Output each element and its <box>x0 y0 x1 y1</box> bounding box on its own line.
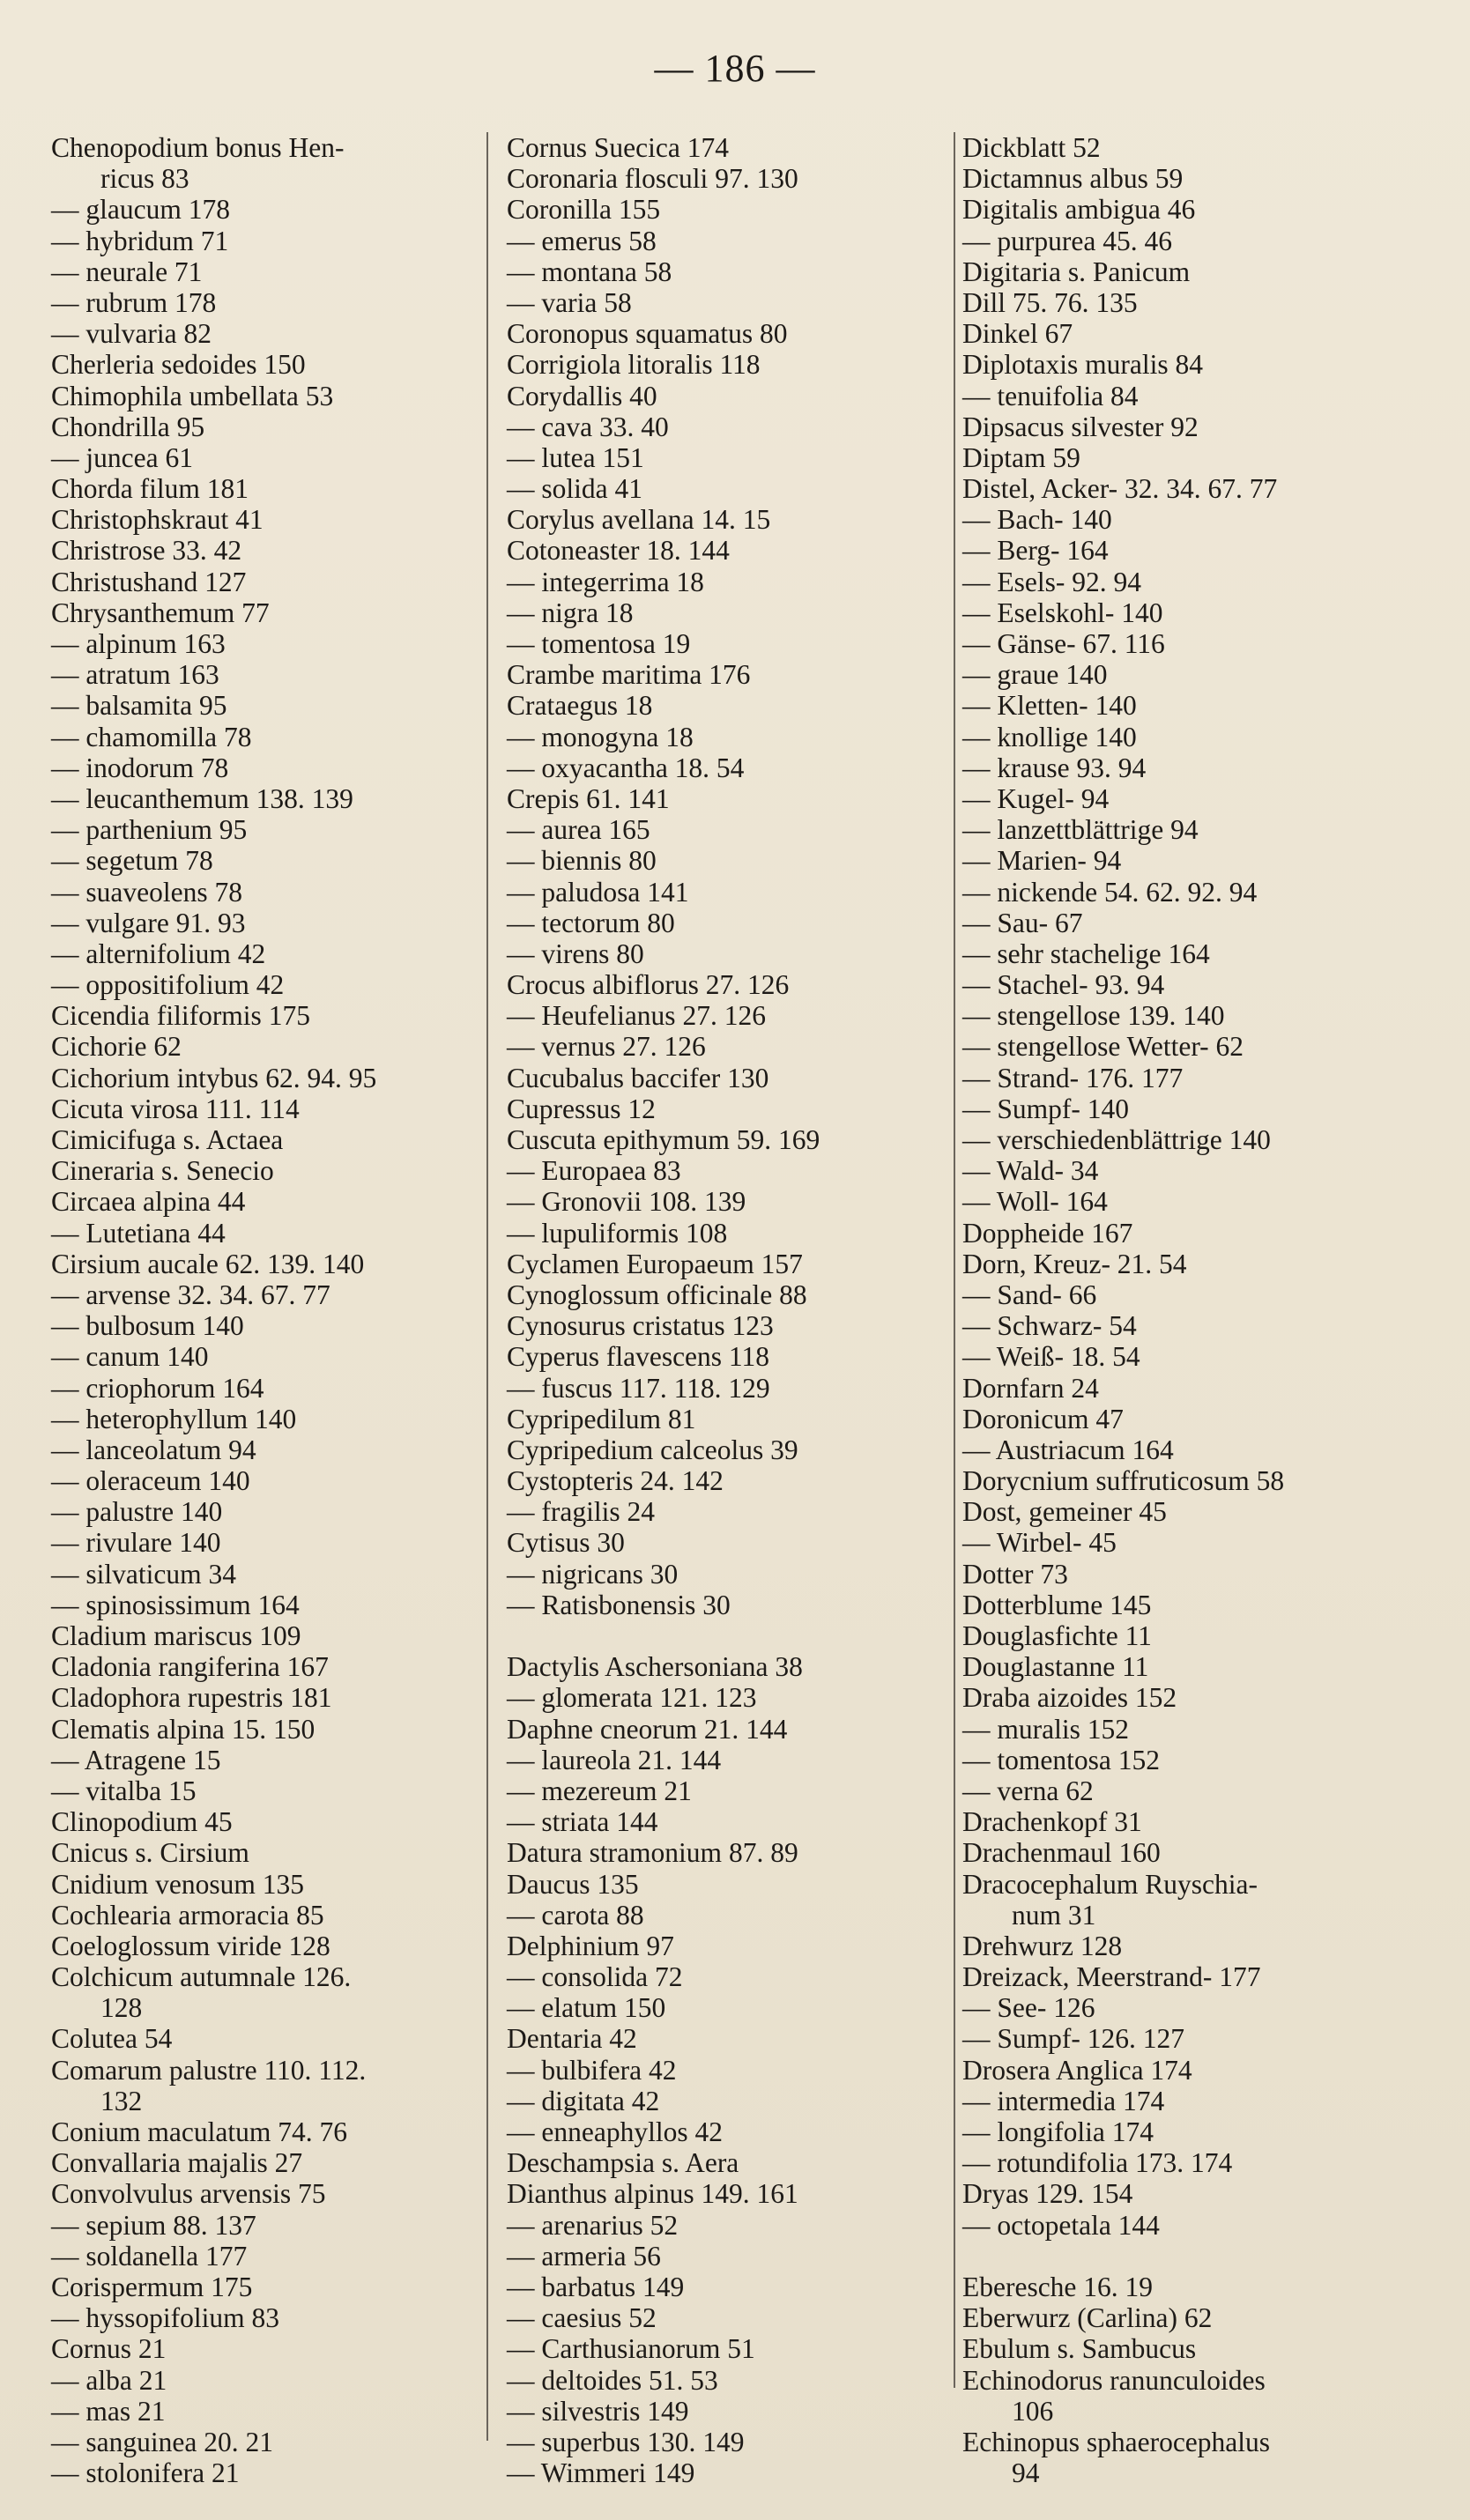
index-entry: — arvense 32. 34. 67. 77 <box>51 1279 330 1310</box>
index-entry: Eberwurz (Carlina) 62 <box>962 2302 1213 2334</box>
index-entry: Dipsacus silvester 92 <box>962 411 1199 442</box>
index-entry: Digitaria s. Panicum <box>962 256 1191 287</box>
index-entry: — stolonifera 21 <box>51 2457 240 2489</box>
index-entry: — stengellose 139. 140 <box>962 1000 1225 1032</box>
index-entry: Daucus 135 <box>507 1868 639 1900</box>
index-entry: — arenarius 52 <box>507 2209 679 2241</box>
index-entry: Coronaria flosculi 97. 130 <box>507 163 798 195</box>
index-entry: — Ratisbonensis 30 <box>507 1589 731 1620</box>
index-entry: Cupressus 12 <box>507 1093 656 1124</box>
index-entry: — lutea 151 <box>507 441 644 473</box>
index-entry: Doppheide 167 <box>962 1217 1133 1249</box>
index-entry: — canum 140 <box>51 1341 209 1373</box>
index-entry: — Gänse- 67. 116 <box>962 628 1165 659</box>
index-entry: Cucubalus baccifer 130 <box>507 1062 769 1093</box>
index-entry: — palustre 140 <box>51 1496 223 1528</box>
index-entry: — lupuliformis 108 <box>507 1217 728 1249</box>
index-entry: — Schwarz- 54 <box>962 1310 1137 1342</box>
index-entry: — paludosa 141 <box>507 876 689 908</box>
index-entry: — vernus 27. 126 <box>507 1031 706 1063</box>
index-entry: Chrysanthemum 77 <box>51 597 270 628</box>
index-entry: — aurea 165 <box>507 814 650 846</box>
index-entry: Christophskraut 41 <box>51 504 264 536</box>
index-entry: Delphinium 97 <box>507 1930 674 1961</box>
index-column-3 <box>962 132 1456 2488</box>
index-entry: — Sumpf- 140 <box>962 1093 1129 1124</box>
index-entry: — hyssopifolium 83 <box>51 2302 280 2334</box>
index-entry: Datura stramonium 87. 89 <box>507 1837 798 1869</box>
index-entry: — Bach- 140 <box>962 504 1112 536</box>
index-entry: Chondrilla 95 <box>51 411 205 442</box>
index-entry: Cypripedium calceolus 39 <box>507 1434 798 1465</box>
index-entry: Echinopus sphaerocephalus <box>962 2426 1271 2457</box>
index-entry: Crataegus 18 <box>507 690 653 722</box>
index-entry: — bulbifera 42 <box>507 2054 677 2086</box>
index-entry: — Sau- 67 <box>962 907 1083 938</box>
index-entry: — superbus 130. 149 <box>507 2426 745 2457</box>
index-entry: — striata 144 <box>507 1806 658 1838</box>
index-entry: — Heufelianus 27. 126 <box>507 1000 766 1032</box>
index-entry: — vulvaria 82 <box>51 318 212 350</box>
index-entry: Clinopodium 45 <box>51 1806 233 1838</box>
index-entry: 132 <box>100 2085 143 2116</box>
index-entry: Corylus avellana 14. 15 <box>507 504 771 536</box>
index-entry: Douglasfichte 11 <box>962 1620 1152 1651</box>
index-entry: — knollige 140 <box>962 721 1137 752</box>
index-entry: — cava 33. 40 <box>507 411 669 442</box>
index-entry: — oppositifolium 42 <box>51 969 285 1001</box>
index-entry: — atratum 163 <box>51 659 219 691</box>
index-entry: — Marien- 94 <box>962 845 1122 877</box>
index-entry: Christrose 33. 42 <box>51 535 242 567</box>
index-entry: — Austriacum 164 <box>962 1434 1174 1465</box>
index-entry: — oxyacantha 18. 54 <box>507 752 745 783</box>
index-entry: Dactylis Aschersoniana 38 <box>507 1651 803 1683</box>
index-entry: — integerrima 18 <box>507 566 704 597</box>
index-entry: Dorycnium suffruticosum 58 <box>962 1465 1285 1497</box>
index-entry: Douglastanne 11 <box>962 1651 1149 1683</box>
index-entry: Dotter 73 <box>962 1558 1068 1590</box>
index-entry: Coronilla 155 <box>507 194 661 226</box>
index-entry: — octopetala 144 <box>962 2209 1160 2241</box>
index-entry: Daphne cneorum 21. 144 <box>507 1713 788 1745</box>
index-entry: Christushand 127 <box>51 566 247 597</box>
index-entry: — biennis 80 <box>507 845 657 877</box>
index-entry: Circaea alpina 44 <box>51 1186 246 1218</box>
index-entry: Dickblatt 52 <box>962 132 1101 163</box>
index-entry: — alpinum 163 <box>51 628 226 659</box>
index-entry: Coeloglossum viride 128 <box>51 1930 330 1961</box>
index-entry: — Esels- 92. 94 <box>962 566 1141 597</box>
index-entry: Cineraria s. Senecio <box>51 1155 274 1187</box>
index-entry: Drachenmaul 160 <box>962 1837 1161 1869</box>
index-entry: — deltoides 51. 53 <box>507 2364 718 2396</box>
index-entry: — fuscus 117. 118. 129 <box>507 1372 770 1404</box>
index-entry: — silvestris 149 <box>507 2395 689 2427</box>
index-entry: — silvaticum 34 <box>51 1558 236 1590</box>
index-entry: — emerus 58 <box>507 225 657 256</box>
index-entry: Cladophora rupestris 181 <box>51 1682 332 1714</box>
index-entry: Cyclamen Europaeum 157 <box>507 1248 803 1279</box>
index-entry: — carota 88 <box>507 1899 644 1931</box>
index-entry: Cimicifuga s. Actaea <box>51 1124 284 1155</box>
index-entry: — lanceolatum 94 <box>51 1434 256 1465</box>
index-entry: Chorda filum 181 <box>51 473 249 505</box>
index-entry: Conium maculatum 74. 76 <box>51 2116 347 2147</box>
index-entry: Ebulum s. Sambucus <box>962 2333 1197 2365</box>
index-entry: Cichorium intybus 62. 94. 95 <box>51 1062 377 1093</box>
index-entry: — digitata 42 <box>507 2085 660 2116</box>
index-entry: — neurale 71 <box>51 256 203 287</box>
index-entry: — montana 58 <box>507 256 672 287</box>
section-gap <box>962 2241 1456 2272</box>
index-entry: Crambe maritima 176 <box>507 659 751 691</box>
index-entry: — sepium 88. 137 <box>51 2209 256 2241</box>
index-entry: Dictamnus albus 59 <box>962 163 1184 195</box>
index-entry: — nigricans 30 <box>507 1558 679 1590</box>
index-entry: — intermedia 174 <box>962 2085 1165 2116</box>
index-entry: — tomentosa 152 <box>962 1744 1160 1775</box>
index-entry: Corispermum 175 <box>51 2271 253 2302</box>
index-entry: Drosera Anglica 174 <box>962 2054 1192 2086</box>
index-entry: — longifolia 174 <box>962 2116 1154 2147</box>
index-entry: Cotoneaster 18. 144 <box>507 535 730 567</box>
index-entry: Coronopus squamatus 80 <box>507 318 788 350</box>
index-entry: Cornus Suecica 174 <box>507 132 729 163</box>
index-entry: — Carthusianorum 51 <box>507 2333 755 2365</box>
index-entry: Cypripedilum 81 <box>507 1403 696 1434</box>
index-entry: — Lutetiana 44 <box>51 1217 226 1249</box>
index-entry: — virens 80 <box>507 938 644 969</box>
index-entry: — verna 62 <box>962 1775 1094 1806</box>
index-entry: Cytisus 30 <box>507 1527 625 1559</box>
index-entry: — criophorum 164 <box>51 1372 264 1404</box>
index-entry: — bulbosum 140 <box>51 1310 244 1342</box>
index-entry: — verschiedenblättrige 140 <box>962 1124 1271 1155</box>
index-entry: Drehwurz 128 <box>962 1930 1123 1961</box>
index-entry: — Europaea 83 <box>507 1155 681 1187</box>
index-entry: — elatum 150 <box>507 1992 666 2024</box>
index-entry: Clematis alpina 15. 150 <box>51 1713 316 1745</box>
index-entry: — Woll- 164 <box>962 1186 1108 1218</box>
index-column-2 <box>507 132 947 2488</box>
index-entry: — muralis 152 <box>962 1713 1129 1745</box>
index-entry: — parthenium 95 <box>51 814 248 846</box>
index-entry: Diptam 59 <box>962 441 1080 473</box>
index-entry: Cnicus s. Cirsium <box>51 1837 249 1869</box>
index-entry: — lanzettblättrige 94 <box>962 814 1199 846</box>
index-entry: Eberesche 16. 19 <box>962 2271 1154 2302</box>
index-entry: — inodorum 78 <box>51 752 229 783</box>
index-entry: — fragilis 24 <box>507 1496 655 1528</box>
index-entry: Cornus 21 <box>51 2333 167 2365</box>
index-entry: — alternifolium 42 <box>51 938 266 969</box>
index-entry: Cynosurus cristatus 123 <box>507 1310 774 1342</box>
index-entry: — rivulare 140 <box>51 1527 221 1559</box>
index-entry: Cicuta virosa 111. 114 <box>51 1093 300 1124</box>
index-entry: — hybridum 71 <box>51 225 229 256</box>
index-entry: — enneaphyllos 42 <box>507 2116 723 2147</box>
index-entry: — nickende 54. 62. 92. 94 <box>962 876 1258 908</box>
index-entry: Draba aizoides 152 <box>962 1682 1177 1714</box>
index-entry: Cochlearia armoracia 85 <box>51 1899 324 1931</box>
index-entry: Dornfarn 24 <box>962 1372 1099 1404</box>
index-entry: Dill 75. 76. 135 <box>962 286 1138 318</box>
index-entry: Colutea 54 <box>51 2023 173 2055</box>
index-entry: Dorn, Kreuz- 21. 54 <box>962 1248 1187 1279</box>
index-entry: Comarum palustre 110. 112. <box>51 2054 367 2086</box>
index-entry: — laureola 21. 144 <box>507 1744 722 1775</box>
index-entry: — mezereum 21 <box>507 1775 692 1806</box>
index-entry: Diplotaxis muralis 84 <box>962 349 1203 381</box>
index-entry: Cladium mariscus 109 <box>51 1620 301 1651</box>
index-entry: — See- 126 <box>962 1992 1095 2024</box>
index-entry: Cicendia filiformis 175 <box>51 1000 310 1032</box>
index-entry: — armeria 56 <box>507 2240 661 2272</box>
index-entry: Dracocephalum Ruyschia- <box>962 1868 1258 1900</box>
index-entry: Cystopteris 24. 142 <box>507 1465 724 1497</box>
index-entry: Cuscuta epithymum 59. 169 <box>507 1124 820 1155</box>
index-column-1 <box>51 132 474 2488</box>
index-entry: Convolvulus arvensis 75 <box>51 2178 326 2210</box>
index-entry: — Sumpf- 126. 127 <box>962 2023 1184 2055</box>
index-entry: — nigra 18 <box>507 597 634 628</box>
index-entry: Distel, Acker- 32. 34. 67. 77 <box>962 473 1278 505</box>
index-entry: — tectorum 80 <box>507 907 675 938</box>
index-entry: — chamomilla 78 <box>51 721 252 752</box>
index-entry: — graue 140 <box>962 659 1108 691</box>
index-entry: — oleraceum 140 <box>51 1465 250 1497</box>
index-entry: Echinodorus ranunculoides <box>962 2364 1266 2396</box>
index-entry: — Wimmeri 149 <box>507 2457 695 2489</box>
section-gap <box>507 1620 947 1651</box>
index-entry: Dinkel 67 <box>962 318 1073 350</box>
index-entry: — consolida 72 <box>507 1961 683 1993</box>
index-entry: 128 <box>100 1992 143 2024</box>
index-entry: 94 <box>1012 2457 1040 2489</box>
index-entry: — leucanthemum 138. 139 <box>51 782 353 814</box>
index-entry: — sanguinea 20. 21 <box>51 2426 273 2457</box>
index-entry: — juncea 61 <box>51 441 193 473</box>
index-entry: Deschampsia s. Aera <box>507 2147 739 2179</box>
index-entry: Dryas 129. 154 <box>962 2178 1133 2210</box>
index-entry: 106 <box>1012 2395 1054 2427</box>
index-entry: Corrigiola litoralis 118 <box>507 349 761 381</box>
index-entry: — heterophyllum 140 <box>51 1403 297 1434</box>
index-entry: Digitalis ambigua 46 <box>962 194 1196 226</box>
index-entry: — Wald- 34 <box>962 1155 1099 1187</box>
index-entry: — varia 58 <box>507 286 632 318</box>
index-entry: Convallaria majalis 27 <box>51 2147 303 2179</box>
index-entry: Dentaria 42 <box>507 2023 637 2055</box>
index-entry: — balsamita 95 <box>51 690 227 722</box>
column-divider <box>486 132 488 2441</box>
index-entry: — Kletten- 140 <box>962 690 1137 722</box>
index-entry: — glaucum 178 <box>51 194 230 226</box>
index-entry: Drachenkopf 31 <box>962 1806 1142 1838</box>
index-entry: Chenopodium bonus Hen- <box>51 132 345 163</box>
index-entry: Cnidium venosum 135 <box>51 1868 305 1900</box>
index-entry: Cichorie 62 <box>51 1031 182 1063</box>
index-entry: — alba 21 <box>51 2364 167 2396</box>
index-entry: — segetum 78 <box>51 845 213 877</box>
index-entry: — vulgare 91. 93 <box>51 907 246 938</box>
index-entry: — Gronovii 108. 139 <box>507 1186 746 1218</box>
index-entry: — solida 41 <box>507 473 642 505</box>
index-entry: — tenuifolia 84 <box>962 380 1139 411</box>
index-entry: — Weiß- 18. 54 <box>962 1341 1140 1373</box>
index-entry: — krause 93. 94 <box>962 752 1147 783</box>
index-entry: — barbatus 149 <box>507 2271 685 2302</box>
page-number: — 186 — <box>654 47 816 90</box>
index-entry: Doronicum 47 <box>962 1403 1124 1434</box>
index-entry: — vitalba 15 <box>51 1775 197 1806</box>
index-entry: num 31 <box>1012 1899 1096 1931</box>
index-entry: Cynoglossum officinale 88 <box>507 1279 807 1310</box>
index-entry: — rubrum 178 <box>51 286 217 318</box>
index-entry: — Sand- 66 <box>962 1279 1097 1310</box>
index-entry: — rotundifolia 173. 174 <box>962 2147 1233 2179</box>
index-entry: — Kugel- 94 <box>962 782 1110 814</box>
index-entry: — stengellose Wetter- 62 <box>962 1031 1244 1063</box>
index-entry: — tomentosa 19 <box>507 628 691 659</box>
index-entry: Corydallis 40 <box>507 380 657 411</box>
index-entry: Crepis 61. 141 <box>507 782 670 814</box>
index-entry: — glomerata 121. 123 <box>507 1682 757 1714</box>
index-entry: Cherleria sedoides 150 <box>51 349 306 381</box>
index-entry: — suaveolens 78 <box>51 876 242 908</box>
index-entry: Dotterblume 145 <box>962 1589 1152 1620</box>
index-entry: — purpurea 45. 46 <box>962 225 1172 256</box>
column-divider <box>954 132 955 2388</box>
index-entry: — monogyna 18 <box>507 721 694 752</box>
index-entry: — caesius 52 <box>507 2302 657 2334</box>
index-entry: — Strand- 176. 177 <box>962 1062 1184 1093</box>
index-entry: — Atragene 15 <box>51 1744 221 1775</box>
index-entry: — sehr stachelige 164 <box>962 938 1210 969</box>
index-entry: Dost, gemeiner 45 <box>962 1496 1167 1528</box>
index-entry: Cyperus flavescens 118 <box>507 1341 770 1373</box>
index-entry: — mas 21 <box>51 2395 166 2427</box>
index-entry: — Eselskohl- 140 <box>962 597 1163 628</box>
index-entry: Crocus albiflorus 27. 126 <box>507 969 790 1001</box>
index-entry: Dreizack, Meerstrand- 177 <box>962 1961 1261 1993</box>
index-entry: — spinosissimum 164 <box>51 1589 300 1620</box>
index-entry: Cirsium aucale 62. 139. 140 <box>51 1248 365 1279</box>
index-entry: — Stachel- 93. 94 <box>962 969 1165 1001</box>
index-entry: Colchicum autumnale 126. <box>51 1961 352 1993</box>
index-entry: Dianthus alpinus 149. 161 <box>507 2178 798 2210</box>
index-entry: — soldanella 177 <box>51 2240 248 2272</box>
index-entry: ricus 83 <box>100 163 189 195</box>
index-entry: Chimophila umbellata 53 <box>51 380 334 411</box>
index-entry: — Wirbel- 45 <box>962 1527 1117 1559</box>
index-entry: — Berg- 164 <box>962 535 1109 567</box>
index-entry: Cladonia rangiferina 167 <box>51 1651 329 1683</box>
